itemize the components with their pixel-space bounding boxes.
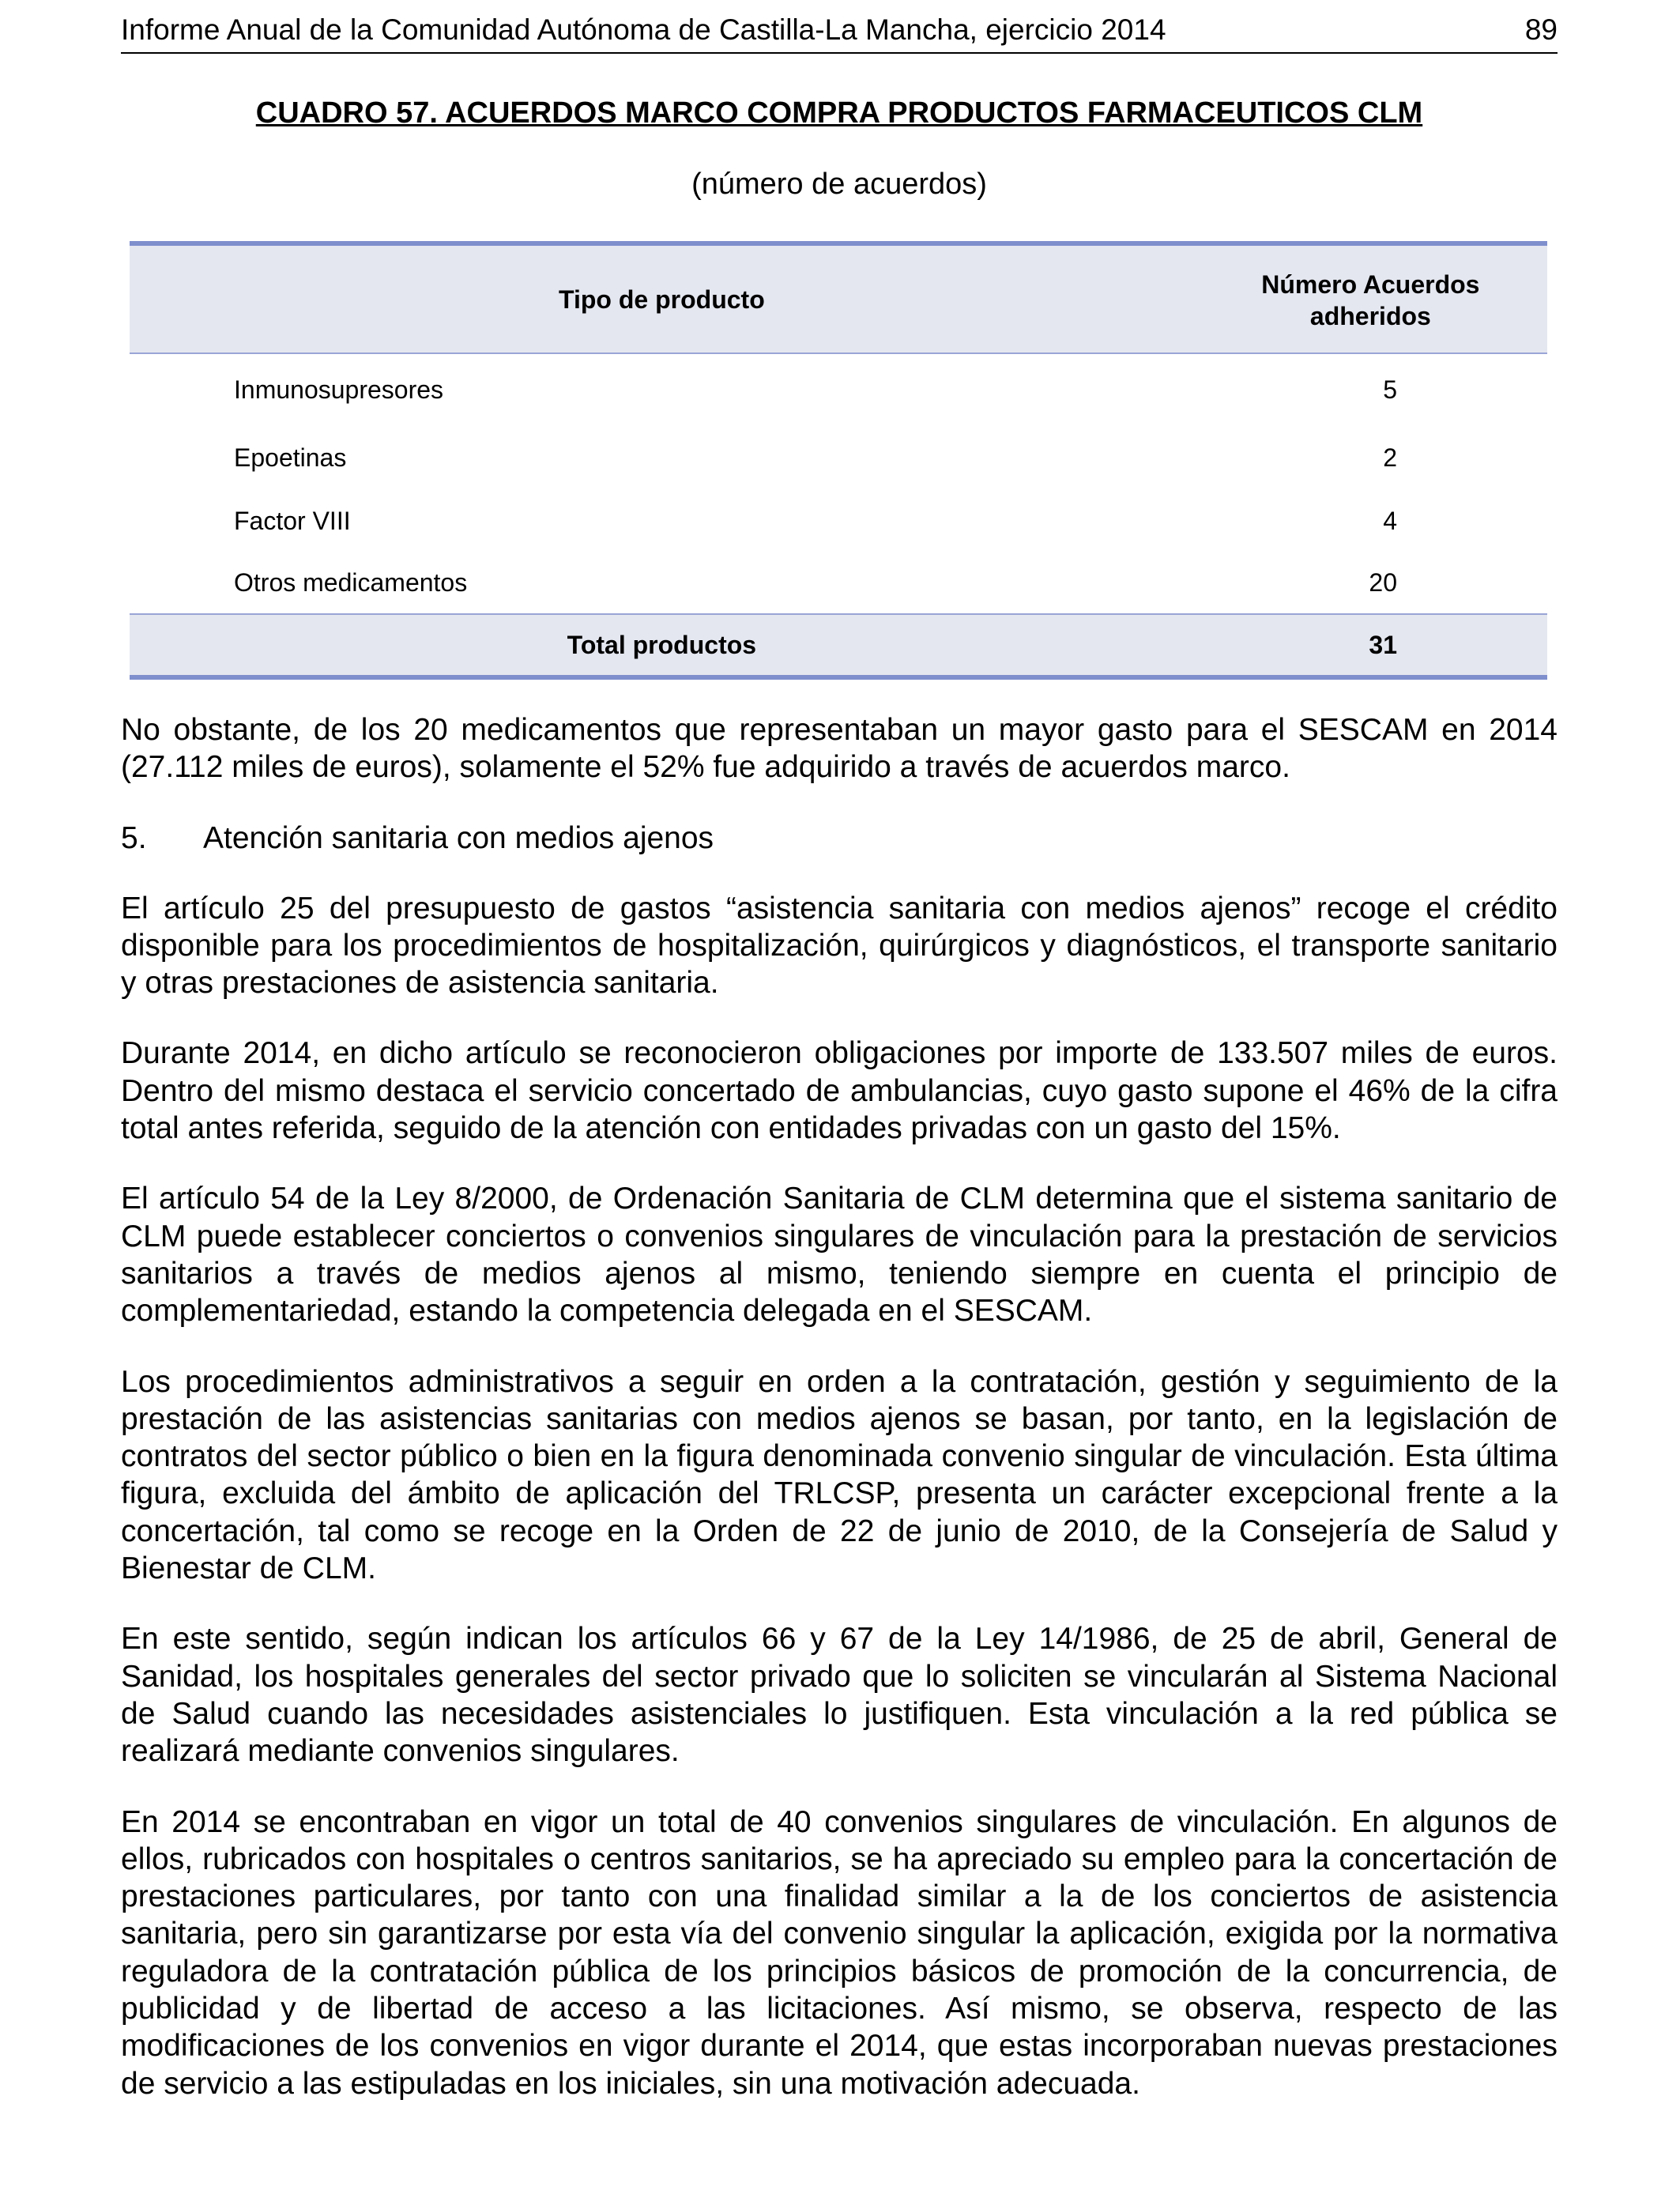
table-row xyxy=(130,490,1547,552)
paragraph: El artículo 54 de la Ley 8/2000, de Ordenación Sanitaria de CLM determina que el sistema sanitario de CLM puede establecer conciertos o convenios singulares de vinculación para la prestación de servicios sanitarios a través de medios ajenos al mismo, teniendo siempre en cuenta el principio de complementariedad, estando la competencia delegada en el SESCAM. xyxy=(121,1182,1558,1329)
agreements-table xyxy=(130,241,1547,680)
row-name: Epoetinas xyxy=(234,443,347,472)
row-value: 4 xyxy=(1383,506,1397,535)
section-number: 5. xyxy=(121,820,147,855)
table-subtitle: (número de acuerdos) xyxy=(691,168,987,201)
body-text xyxy=(121,711,1558,2136)
paragraph: El artículo 25 del presupuesto de gastos “asistencia sanitaria con medios ajenos” recoge el crédito disponible para los procedimientos de hospitalización, quirúrgicos y diagnósticos, el transporte sanitario y otras prestaciones de asistencia sanitaria. xyxy=(121,891,1558,1001)
paragraph: Durante 2014, en dicho artículo se reconocieron obligaciones por importe de 133.507 miles de euros. Dentro del mismo destaca el servicio concertado de ambulancias, cuyo gasto supone el 46% de la cifra total antes referida, seguido de la atención con entidades privadas con un gasto del 15%. xyxy=(121,1036,1558,1146)
row-name: Inmunosupresores xyxy=(234,375,444,404)
header-title: Informe Anual de la Comunidad Autónoma de Castilla-La Mancha, ejercicio 2014 xyxy=(121,13,1166,46)
page-header xyxy=(121,8,1558,54)
total-row xyxy=(130,614,1547,677)
paragraph: No obstante, de los 20 medicamentos que representaban un mayor gasto para el SESCAM en 2014 (27.112 miles de euros), solamente el 52% fue adquirido a través de acuerdos marco. xyxy=(121,713,1558,785)
row-name: Factor VIII xyxy=(234,506,351,535)
table-header xyxy=(130,243,1547,353)
total-label: Total productos xyxy=(567,630,757,659)
paragraph: Los procedimientos administrativos a seguir en orden a la contratación, gestión y seguimiento de la prestación de las asistencias sanitarias con medios ajenos se basan, por tanto, en la legislación de contratos del sector público o bien en la figura denominada convenio singular de vinculación. Esta última figura, excluida del ámbito de aplicación del TRLCSP, presenta un carácter excepcional frente a la concertación, tal como se recoge en la Orden de 22 de junio de 2010, de la Consejería de Salud y Bienestar de CLM. xyxy=(121,1364,1558,1586)
paragraph: En este sentido, según indican los artículos 66 y 67 de la Ley 14/1986, de 25 de abril, General de Sanidad, los hospitales generales del sector privado que lo soliciten se vincularán al Sistema Nacional de Salud cuando las necesidades asistenciales lo justifiquen. Esta vinculación a la red pública se realizará mediante convenios singulares. xyxy=(121,1622,1558,1769)
section-title: Atención sanitaria con medios ajenos xyxy=(203,820,714,855)
column-header-numero-line1: Número Acuerdos xyxy=(1261,270,1480,299)
column-header-numero xyxy=(1194,243,1547,353)
table-row xyxy=(130,425,1547,490)
section-heading xyxy=(121,820,1558,857)
paragraph: En 2014 se encontraban en vigor un total de 40 convenios singulares de vinculación. En algunos de ellos, rubricados con hospitales o centros sanitarios, se ha apreciado su empleo para la concertación de prestaciones particulares, por tanto con una finalidad similar a la de los conciertos de asistencia sanitaria, pero sin garantizarse por esta vía del convenio singular la aplicación, exigida por la normativa reguladora de la contratación pública de los principios básicos de promoción de la concurrencia, de publicidad y de libertad de acceso a las licitaciones. Así mismo, se observa, respecto de las modificaciones de los convenios en vigor durante el 2014, que estas incorporaban nuevas prestaciones de servicio a las estipuladas en los iniciales, sin una motivación adecuada. xyxy=(121,1804,1558,2101)
table-row xyxy=(130,353,1547,425)
column-header-numero-line2: adheridos xyxy=(1309,302,1431,330)
row-name: Otros medicamentos xyxy=(234,567,468,597)
column-header-tipo: Tipo de producto xyxy=(559,285,765,314)
row-value: 2 xyxy=(1383,443,1397,472)
table-body xyxy=(130,353,1547,614)
page-number: 89 xyxy=(1524,13,1558,46)
total-value: 31 xyxy=(1369,630,1397,659)
table-footer xyxy=(130,614,1547,677)
table-title: CUADRO 57. ACUERDOS MARCO COMPRA PRODUCTOS FARMACEUTICOS CLM xyxy=(255,96,1423,130)
header-row xyxy=(130,243,1547,353)
row-value: 5 xyxy=(1383,375,1397,404)
table-row xyxy=(130,552,1547,614)
row-value: 20 xyxy=(1369,567,1397,597)
